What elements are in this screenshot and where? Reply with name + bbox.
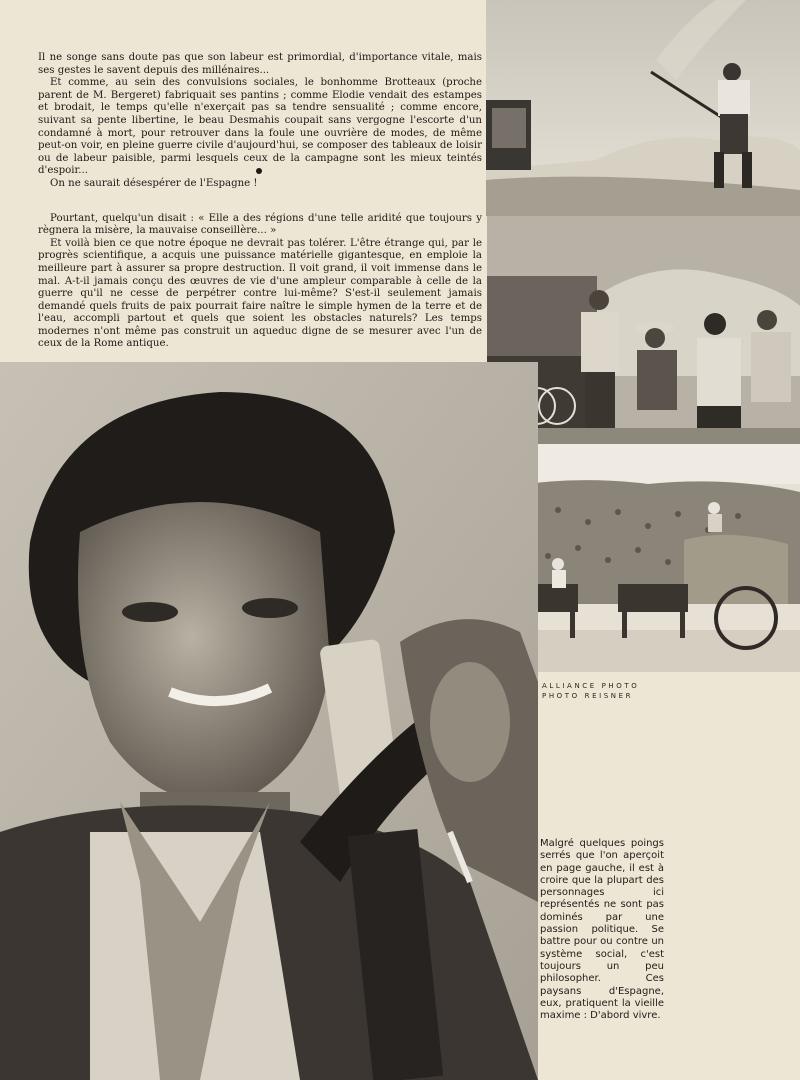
photo-caption: Malgré quelques poings serrés que l'on aperçoit en page gauche, il est à croire que la plupart des personnages ici représentés ne sont pas dominés par une passion politique. Se battre pour ou contre un système social, c'est toujours un peu philosopher. Ces paysans d'Espagne, eux, pratiquent la vieille maxime : D'abord vivre.	[540, 838, 664, 1022]
article-paragraph-3: On ne saurait désespérer de l'Espagne !	[50, 177, 258, 189]
article-paragraph-4: Pourtant, quelqu'un disait : « Elle a des régions d'une telle aridité que toujours y règnera la misère, la mauvaise conseillère... »	[38, 212, 482, 237]
photo-credit-agency: ALLIANCE PHOTO	[542, 682, 640, 690]
article-paragraph-5: Et voilà bien ce que notre époque ne devrait pas tolérer. L'être étrange qui, par le progrès scientifique, a acquis une puissance matérielle gigantesque, en emploie la meilleure part à assurer sa propre destruction. Il voit grand, il voit immense dans le mal. A-t-il jamais conçu des œuvres de vie d'une ampleur comparable à celle de la guerre qu'il ne cesse de perpétrer contre lui-même? S'est-il seulement jamais demandé quels fruits de paix pourrait faire naître le simple hymen de la terre et de l'eau, accompli partout et quels que soient les obstacles naturels? Les temps modernes n'ont même pas construit un aqueduc digne de se mesurer avec l'un de ceux de la Rome antique.	[38, 237, 482, 350]
article-text	[38, 52, 482, 351]
article-paragraph-2: Et comme, au sein des convulsions sociales, le bonhomme Brotteaux (proche parent de M. Bergeret) fabriquait ses pantins ; comme Elodie vendait des estampes et brodait, le temps qu'elle n'exerçait pas sa tendre sensualité ; comme encore, suivant sa pente libertine, le beau Desmahis coupait sans vergogne l'escorte d'un condamné à mort, pour retrouver dans la foule une ouvrière de modes, de même peut-on voir, en pleine guerre civile d'aujourd'hui, se composer des tableaux de loisir ou de labeur paisible, parmi lesquels ceux de la campagne sont les mieux teintés d'espoir...	[38, 77, 482, 177]
photo-credit-photographer: PHOTO REISNER	[542, 692, 634, 700]
photo-peasant-portrait	[0, 362, 538, 1080]
section-bullet	[256, 168, 262, 174]
article-paragraph-1: Il ne songe sans doute pas que son labeur est primordial, d'importance vitale, mais ses gestes le savent depuis des millénaires...	[38, 52, 482, 76]
photo-winnowing	[486, 0, 800, 216]
